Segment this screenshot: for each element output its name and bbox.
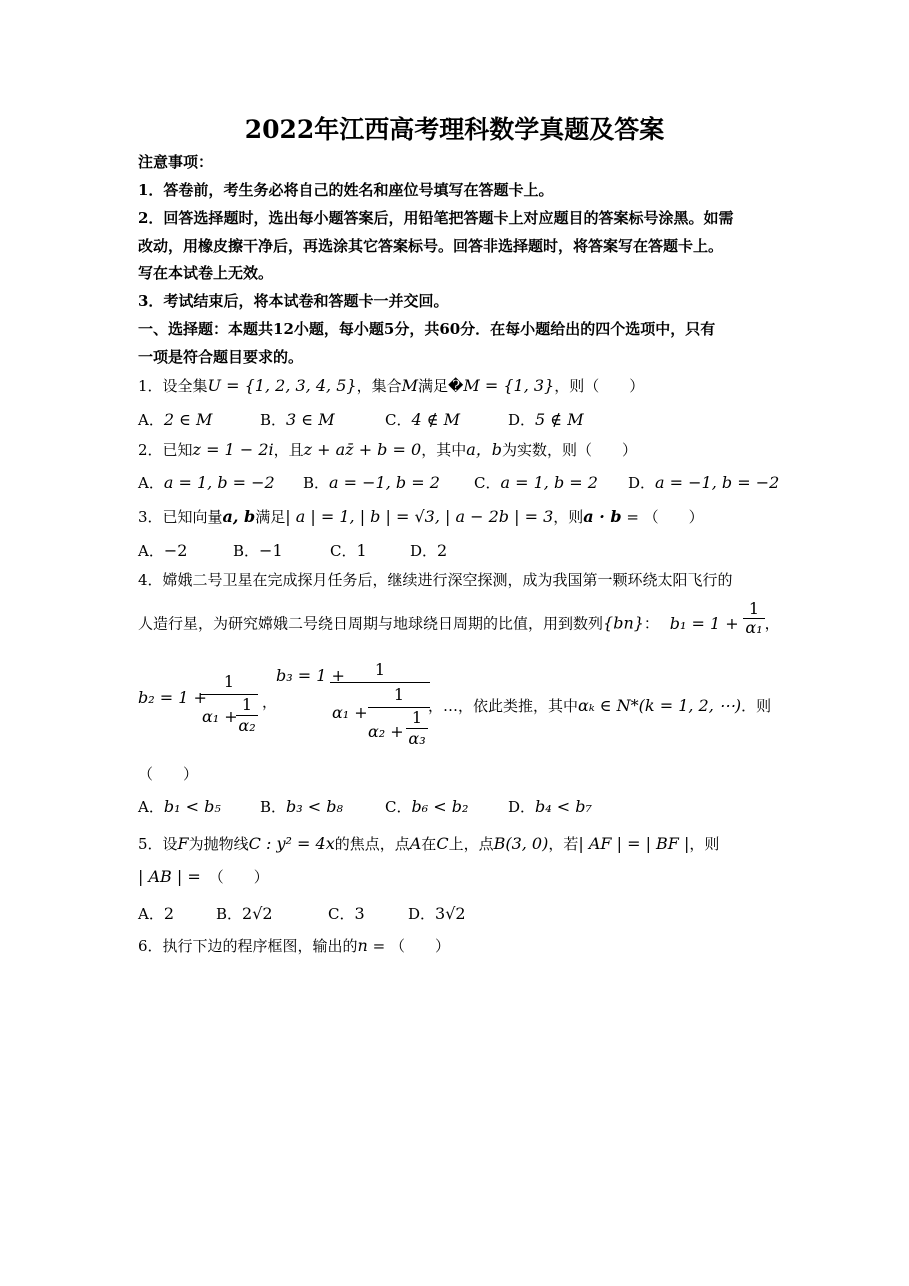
question-5-stem	[138, 834, 719, 854]
q1-complement-symbol: �	[447, 377, 464, 395]
q2-option-d[interactable]: D．a = −1, b = −2	[628, 473, 780, 492]
q1-option-b[interactable]: B．3 ∈ M	[260, 410, 335, 429]
q5-parabola: C : y² = 4x	[248, 834, 335, 853]
q3-text: = （ ）	[621, 508, 704, 526]
q5-paren: （ ）	[208, 868, 269, 886]
q3-condition: | a | = 1, | b | = √3, | a − 2b | = 3	[285, 507, 554, 526]
q3-option-b[interactable]: B．−1	[233, 541, 283, 560]
q4-tail	[428, 696, 771, 716]
q4-b1-fraction: $\frac{1}{\text{α₁}}$	[745, 599, 763, 637]
q1-text: 满足	[417, 377, 448, 395]
notice-item-2: 2．回答选择题时，选出每小题答案后，用铅笔把答题卡上对应题目的答案标号涂黑。如需	[138, 209, 734, 227]
q2-text: 为实数，则（ ）	[502, 441, 638, 459]
q5-focus: F	[177, 834, 189, 853]
q6-n: n	[357, 936, 368, 955]
q5-curve: C	[436, 834, 449, 853]
section-heading-cont: 一项是符合题目要求的。	[138, 348, 304, 366]
q4-paren: （ ）	[138, 765, 199, 783]
q1-text: 1．设全集	[138, 377, 208, 395]
q4-b3: b₃ = 1 +	[276, 666, 345, 685]
q3-option-d[interactable]: D．2	[410, 541, 448, 560]
q6-text: = （ ）	[367, 937, 450, 955]
q4-b2-fraction: 1 α₁ + 1 α₂	[200, 672, 258, 739]
q1-text: ，集合	[356, 377, 402, 395]
q6-text: 6．执行下边的程序框图，输出的	[138, 937, 358, 955]
section-heading: 一、选择题：本题共12小题，每小题5分，共60分．在每小题给出的四个选项中，只有	[138, 320, 716, 338]
q4-option-a[interactable]: A．b₁ < b₅	[138, 797, 221, 816]
q5-point-a: A	[409, 834, 422, 853]
question-4-stem-line-2: 人造行星，为研究嫦娥二号绕日周期与地球绕日周期的比值，用到数列{bn}： b₁ = 1 + $\frac{1}{\text{α₁}}$ ，	[138, 599, 780, 637]
q1-set-m: M	[401, 376, 418, 395]
q5-text: 为抛物线	[188, 835, 249, 853]
exam-page: 2022年江西高考理科数学真题及答案 注意事项： 1．答卷前，考生务必将自己的姓名和座位号填写在答题卡上。 2．回答选择题时，选出每小题答案后，用铅笔把答题卡上对应题目的答案标号涂黑。如需 改动，用橡皮擦干净后，再选涂其它答案标号。回答非选择题时，将答案写在答题卡上。 写在本试卷上无效。 3．考试结束后，将本试卷和答题卡一并交回。 一、选择题：本题共12小题，每小题5分，共60分．在每小题给出的四个选项中，只有 一项是符合题目要求的。 1．设全集U = {1, 2, 3, 4, 5}，集合M满足�M = {1, 3}，则（ ） A．2 ∈ M B．3 ∈ M C．4 ∉ M D．5 ∉ M 2．已知z = 1 − 2i，且z + az̄ + b = 0，其中a，b为实数，则（ ） A．a = 1, b = −2 B．a = −1, b = 2 C．a = 1, b = 2 D．a = −1, b = −2 3．已知向量a, b满足| a | = 1, | b | = √3, | a − 2b | = 3，则a · b = （ ） A．−2 B．−1 C．1 D．2 4．嫦娥二号卫星在完成探月任务后，继续进行深空探测，成为我国第一颗环绕太阳飞行的 人造行星，为研究嫦娥二号绕日周期与地球绕日周期的比值，用到数列{bn}： b₁ = 1 + $\frac{1}{\text{α₁}}$ ， b₂ = 1 + 1 α₁ + 1 α₂ ， b₃ = 1 + 1 α₁ + 1 α₂ + 1 α₃ ，…，依此类推，其中αₖ ∈ N*(k = 1, 2, ⋯)．则 （ ） A．b₁ < b₅ B．b₃ < b₈ C．b₆ < b₂ D．b₄ < b₇ 5．设F为抛物线C : y² = 4x的焦点，点A在C上，点B(3, 0)，若| AF | = | BF |，则 | AB | = （ ） A．2 B．2√2 C．3 D．3√2 6．执行下边的程序框图，输出的n = （ ）	[0, 0, 909, 1286]
q5-point-b: B(3, 0)	[493, 834, 549, 853]
q1-condition: M = {1, 3}	[463, 376, 555, 395]
q2-text: ，其中	[421, 441, 467, 459]
q3-option-a[interactable]: A．−2	[138, 541, 188, 560]
q4-text: ．则	[741, 697, 772, 715]
q2-z: z = 1 − 2i	[192, 440, 274, 459]
notice-item-1: 1．答卷前，考生务必将自己的姓名和座位号填写在答题卡上。	[138, 181, 554, 199]
q4-b3-fraction: 1 α₁ + 1 α₂ + 1 α₃	[330, 660, 430, 755]
question-2-stem	[138, 440, 637, 460]
q4-text: 人造行星，为研究嫦娥二号绕日周期与地球绕日周期的比值，用到数列	[138, 614, 604, 633]
q2-equation: z + az̄ + b = 0	[303, 440, 422, 459]
question-6-stem	[138, 936, 450, 956]
q2-text: 2．已知	[138, 441, 193, 459]
q1-text: ，则（ ）	[554, 377, 645, 395]
q2-option-b[interactable]: B．a = −1, b = 2	[303, 473, 440, 492]
q4-text: ，…，依此类推，其中	[428, 697, 579, 715]
q5-text: 5．设	[138, 835, 178, 853]
q1-option-d[interactable]: D．5 ∉ M	[508, 410, 584, 429]
q5-option-b[interactable]: B．2√2	[216, 904, 273, 923]
q3-option-c[interactable]: C．1	[330, 541, 367, 560]
q4-alpha-condition: αₖ ∈ N*(k = 1, 2, ⋯)	[578, 696, 742, 715]
q1-universal-set: U = {1, 2, 3, 4, 5}	[207, 376, 357, 395]
question-5-stem-cont	[138, 867, 269, 887]
q5-text: ，则	[689, 835, 720, 853]
q5-option-a[interactable]: A．2	[138, 904, 175, 923]
q5-option-d[interactable]: D．3√2	[408, 904, 466, 923]
q4-option-c[interactable]: C．b₆ < b₂	[385, 797, 469, 816]
page-title: 2022年江西高考理科数学真题及答案	[244, 115, 665, 144]
q2-ab: a，b	[466, 440, 502, 459]
q5-text: 上，点	[448, 835, 494, 853]
q5-condition: | AF | = | BF |	[578, 834, 690, 853]
q1-option-a[interactable]: A．2 ∈ M	[138, 410, 213, 429]
question-3-stem	[138, 507, 704, 527]
q5-text: 在	[421, 835, 437, 853]
q3-text: 3．已知向量	[138, 508, 223, 526]
notice-heading: 注意事项：	[138, 153, 214, 171]
question-1-stem	[138, 376, 644, 396]
q5-option-c[interactable]: C．3	[328, 904, 365, 923]
q2-text: ，且	[273, 441, 304, 459]
q4-b2: b₂ = 1 +	[138, 688, 207, 707]
question-4-stem-line-1: 4．嫦娥二号卫星在完成探月任务后，继续进行深空探测，成为我国第一颗环绕太阳飞行的	[138, 571, 733, 589]
q4-option-b[interactable]: B．b₃ < b₈	[260, 797, 343, 816]
q2-option-c[interactable]: C．a = 1, b = 2	[474, 473, 598, 492]
notice-item-2-end: 写在本试卷上无效。	[138, 264, 274, 282]
q2-option-a[interactable]: A．a = 1, b = −2	[138, 473, 275, 492]
q3-dot-product: a · b	[583, 507, 622, 526]
q1-option-c[interactable]: C．4 ∉ M	[385, 410, 461, 429]
q3-text: 满足	[255, 508, 286, 526]
q5-text: ，若	[548, 835, 579, 853]
notice-item-3: 3．考试结束后，将本试卷和答题卡一并交回。	[138, 292, 449, 310]
q3-vectors: a, b	[222, 507, 256, 526]
q4-option-d[interactable]: D．b₄ < b₇	[508, 797, 592, 816]
q3-text: ，则	[553, 508, 584, 526]
q5-ab: | AB | =	[138, 867, 201, 886]
notice-item-2-cont: 改动，用橡皮擦干净后，再选涂其它答案标号。回答非选择题时，将答案写在答题卡上。	[138, 237, 724, 255]
q4-text: ：	[643, 614, 659, 633]
q5-text: 的焦点，点	[334, 835, 410, 853]
q4-b1: b₁ = 1 +	[669, 613, 739, 633]
q4-sequence: {bn}	[603, 613, 644, 633]
